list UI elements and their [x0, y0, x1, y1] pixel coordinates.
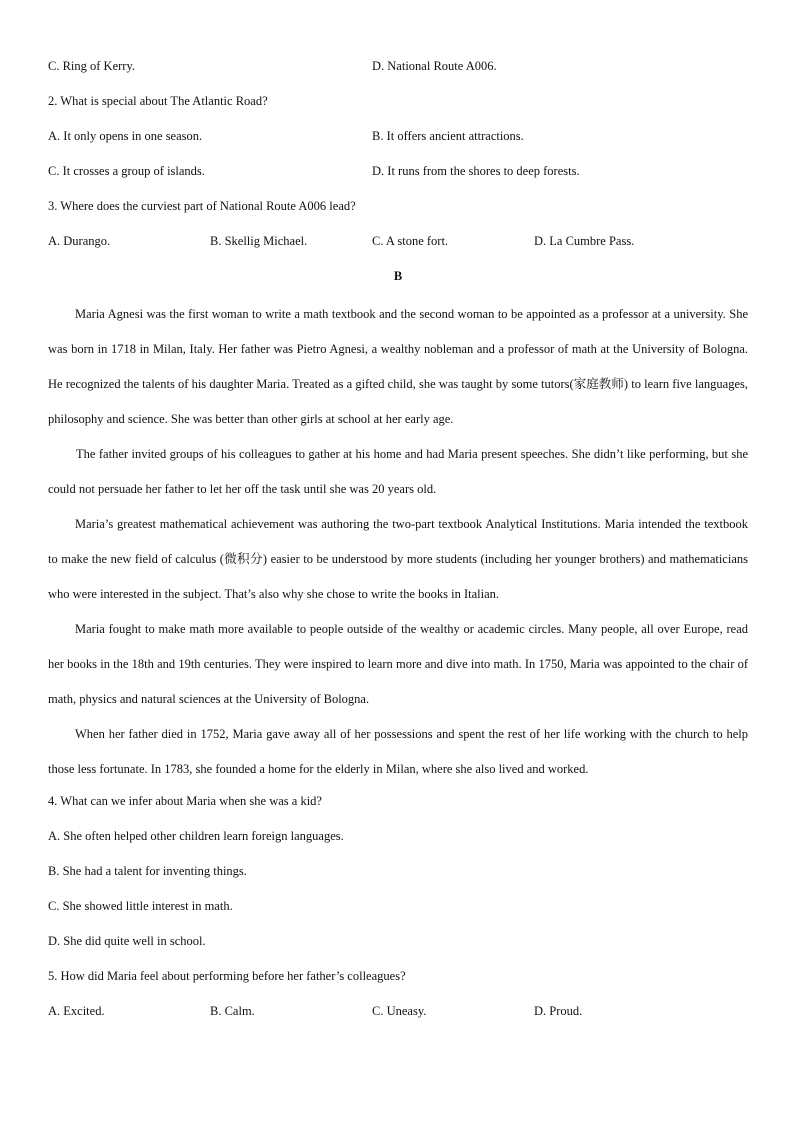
q2-options-row-2	[48, 157, 748, 192]
q2-option-b: B. It offers ancient attractions.	[372, 129, 524, 143]
exam-page	[48, 52, 748, 1032]
passage-paragraph-5: When her father died in 1752, Maria gave away all of her possessions and spent the rest of her life working with the church to help those less fortunate. In 1783, she founded a home for the elderly in Milan, where she also lived and worked.	[48, 727, 748, 776]
q3-option-c: C. A stone fort.	[372, 234, 449, 248]
passage-paragraph-2: The father invited groups of his colleagues to gather at his home and had Maria present speeches. She didn’t like performing, but she could not persuade her father to let her off the task until she was 20 years old.	[48, 447, 748, 496]
q2-option-c: C. It crosses a group of islands.	[48, 164, 205, 178]
q5-option-c: C. Uneasy.	[372, 1004, 427, 1018]
q1-option-d: D. National Route A006.	[372, 59, 497, 73]
q2-option-a: A. It only opens in one season.	[48, 129, 203, 143]
passage-paragraph-1: Maria Agnesi was the first woman to write a math textbook and the second woman to be appointed as a professor at a university. She was born in 1718 in Milan, Italy. Her father was Pietro Agnesi, a wealthy nobleman and a professor of math at the University of Bologna. He recognized the talents of his daughter Maria. Treated as a gifted child, she was taught by some tutors(家庭教师) to learn five languages, philosophy and science. She was better than other girls at school at her early age.	[48, 307, 748, 426]
passage-paragraph-4: Maria fought to make math more available to people outside of the wealthy or academic circles. Many people, all over Europe, read her books in the 18th and 19th centuries. They were inspired to learn more and dive into math. In 1750, Maria was appointed to the chair of math, physics and natural sciences at the University of Bologna.	[48, 622, 748, 706]
q3-option-a: A. Durango.	[48, 234, 111, 248]
q4-option-a: A. She often helped other children learn foreign languages.	[48, 829, 344, 843]
q5-question: 5. How did Maria feel about performing before her father’s colleagues?	[48, 969, 406, 983]
q3-question: 3. Where does the curviest part of National Route A006 lead?	[48, 199, 356, 213]
passage-paragraph-3: Maria’s greatest mathematical achievement was authoring the two-part textbook Analytical Institutions. Maria intended the textbook to make the new field of calculus (微积分) easier to be understood by more students (including her younger brothers) and mathematicians who were interested in the subject. That’s also why she chose to write the books in Italian.	[48, 517, 748, 601]
q5-options-row	[48, 997, 748, 1032]
q5-option-b: B. Calm.	[210, 1004, 255, 1018]
q2-option-d: D. It runs from the shores to deep forests.	[372, 164, 580, 178]
q4-option-c: C. She showed little interest in math.	[48, 899, 233, 913]
q2-options-row-1	[48, 122, 748, 157]
q4-option-b: B. She had a talent for inventing things.	[48, 864, 247, 878]
q3-option-b: B. Skellig Michael.	[210, 234, 308, 248]
q4-option-d: D. She did quite well in school.	[48, 934, 206, 948]
q5-option-d: D. Proud.	[534, 1004, 583, 1018]
q5-option-a: A. Excited.	[48, 1004, 105, 1018]
section-heading: B	[393, 269, 403, 283]
q4-question: 4. What can we infer about Maria when she was a kid?	[48, 794, 322, 808]
q3-option-d: D. La Cumbre Pass.	[534, 234, 635, 248]
q1-option-c: C. Ring of Kerry.	[48, 59, 136, 73]
q2-question: 2. What is special about The Atlantic Road?	[48, 94, 268, 108]
q1-options-row	[48, 52, 748, 87]
q3-options-row	[48, 227, 748, 262]
